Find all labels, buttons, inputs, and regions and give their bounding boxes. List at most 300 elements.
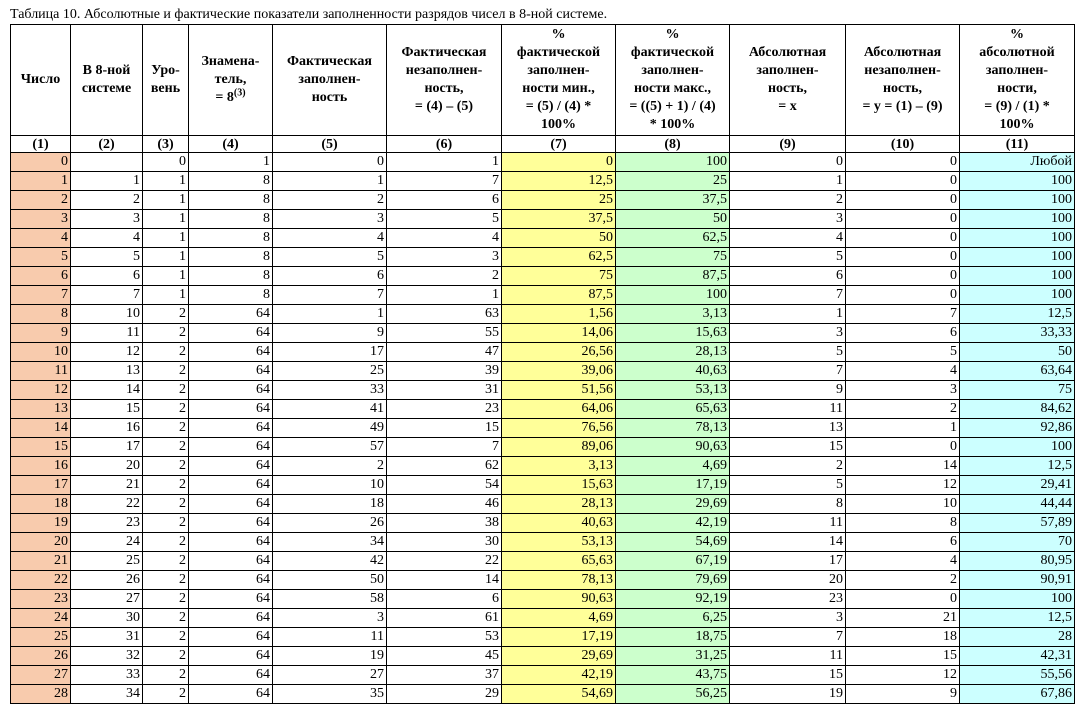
table-cell-col-1: 0 <box>11 153 71 172</box>
table-cell-col-10: 3 <box>846 381 960 400</box>
table-cell-col-4: 64 <box>189 571 273 590</box>
table-cell-col-2: 25 <box>71 552 143 571</box>
table-cell-col-1: 3 <box>11 210 71 229</box>
table-cell-col-3: 2 <box>143 533 189 552</box>
column-header-11: % абсолютной заполнен- ности, = (9) / (1) * 100% <box>960 25 1075 136</box>
table-cell-col-10: 14 <box>846 457 960 476</box>
table-cell-col-3: 2 <box>143 400 189 419</box>
table-cell-col-8: 78,13 <box>616 419 730 438</box>
table-cell-col-4: 8 <box>189 172 273 191</box>
column-index-1: (1) <box>11 136 71 153</box>
table-cell-col-6: 63 <box>387 305 502 324</box>
table-cell-col-4: 1 <box>189 153 273 172</box>
table-cell-col-6: 1 <box>387 286 502 305</box>
table-row <box>11 438 1075 457</box>
table-cell-col-1: 22 <box>11 571 71 590</box>
table-cell-col-3: 2 <box>143 609 189 628</box>
table-cell-col-1: 6 <box>11 267 71 286</box>
table-cell-col-10: 9 <box>846 685 960 704</box>
table-cell-col-6: 47 <box>387 343 502 362</box>
table-cell-col-7: 28,13 <box>502 495 616 514</box>
table-cell-col-8: 53,13 <box>616 381 730 400</box>
table-cell-col-4: 8 <box>189 286 273 305</box>
table-cell-col-2: 23 <box>71 514 143 533</box>
table-cell-col-5: 42 <box>273 552 387 571</box>
table-row <box>11 419 1075 438</box>
table-cell-col-10: 18 <box>846 628 960 647</box>
table-cell-col-10: 5 <box>846 343 960 362</box>
table-cell-col-9: 11 <box>730 647 846 666</box>
table-cell-col-8: 62,5 <box>616 229 730 248</box>
table-cell-col-3: 1 <box>143 191 189 210</box>
table-cell-col-6: 5 <box>387 210 502 229</box>
table-cell-col-1: 27 <box>11 666 71 685</box>
table-cell-col-2: 13 <box>71 362 143 381</box>
table-cell-col-8: 67,19 <box>616 552 730 571</box>
table-cell-col-1: 16 <box>11 457 71 476</box>
table-cell-col-1: 19 <box>11 514 71 533</box>
table-cell-col-10: 4 <box>846 362 960 381</box>
table-cell-col-5: 3 <box>273 210 387 229</box>
table-cell-col-10: 0 <box>846 286 960 305</box>
column-header-10: Абсолютная незаполнен- ность, = y = (1) – (9) <box>846 25 960 136</box>
column-index-9: (9) <box>730 136 846 153</box>
table-cell-col-5: 6 <box>273 267 387 286</box>
table-cell-col-9: 17 <box>730 552 846 571</box>
table-cell-col-1: 25 <box>11 628 71 647</box>
column-header-8: % фактической заполнен- ности макс., = ((5) + 1) / (4) * 100% <box>616 25 730 136</box>
table-cell-col-2: 6 <box>71 267 143 286</box>
table-cell-col-8: 25 <box>616 172 730 191</box>
table-row <box>11 476 1075 495</box>
table-cell-col-11: 70 <box>960 533 1075 552</box>
table-cell-col-3: 2 <box>143 362 189 381</box>
table-cell-col-8: 42,19 <box>616 514 730 533</box>
table-cell-col-9: 14 <box>730 533 846 552</box>
table-cell-col-7: 54,69 <box>502 685 616 704</box>
table-cell-col-5: 1 <box>273 172 387 191</box>
table-cell-col-1: 20 <box>11 533 71 552</box>
table-cell-col-11: 100 <box>960 210 1075 229</box>
table-cell-col-3: 2 <box>143 324 189 343</box>
table-row <box>11 457 1075 476</box>
table-cell-col-9: 11 <box>730 400 846 419</box>
table-cell-col-1: 23 <box>11 590 71 609</box>
table-cell-col-9: 1 <box>730 305 846 324</box>
table-cell-col-6: 6 <box>387 590 502 609</box>
table-cell-col-3: 2 <box>143 590 189 609</box>
table-cell-col-11: Любой <box>960 153 1075 172</box>
table-cell-col-7: 75 <box>502 267 616 286</box>
table-cell-col-1: 21 <box>11 552 71 571</box>
column-index-3: (3) <box>143 136 189 153</box>
table-cell-col-8: 75 <box>616 248 730 267</box>
table-cell-col-5: 3 <box>273 609 387 628</box>
table-cell-col-7: 65,63 <box>502 552 616 571</box>
table-cell-col-1: 1 <box>11 172 71 191</box>
table-cell-col-5: 4 <box>273 229 387 248</box>
table-cell-col-4: 8 <box>189 248 273 267</box>
table-cell-col-2: 21 <box>71 476 143 495</box>
table-cell-col-9: 15 <box>730 666 846 685</box>
table-cell-col-7: 12,5 <box>502 172 616 191</box>
column-index-2: (2) <box>71 136 143 153</box>
data-table <box>10 24 1075 704</box>
table-row <box>11 305 1075 324</box>
table-cell-col-5: 26 <box>273 514 387 533</box>
table-cell-col-8: 100 <box>616 286 730 305</box>
table-cell-col-8: 18,75 <box>616 628 730 647</box>
header-row <box>11 25 1075 136</box>
table-cell-col-8: 29,69 <box>616 495 730 514</box>
column-index-7: (7) <box>502 136 616 153</box>
table-cell-col-9: 2 <box>730 191 846 210</box>
table-row <box>11 191 1075 210</box>
table-cell-col-3: 2 <box>143 552 189 571</box>
table-cell-col-2: 14 <box>71 381 143 400</box>
table-cell-col-10: 2 <box>846 400 960 419</box>
table-cell-col-3: 2 <box>143 381 189 400</box>
table-cell-col-10: 0 <box>846 590 960 609</box>
table-cell-col-8: 28,13 <box>616 343 730 362</box>
table-cell-col-9: 0 <box>730 153 846 172</box>
table-row <box>11 514 1075 533</box>
table-cell-col-10: 8 <box>846 514 960 533</box>
table-cell-col-6: 61 <box>387 609 502 628</box>
table-row <box>11 381 1075 400</box>
column-index-8: (8) <box>616 136 730 153</box>
table-cell-col-10: 12 <box>846 476 960 495</box>
table-cell-col-10: 6 <box>846 533 960 552</box>
table-cell-col-5: 17 <box>273 343 387 362</box>
table-cell-col-1: 13 <box>11 400 71 419</box>
table-cell-col-3: 2 <box>143 438 189 457</box>
table-cell-col-9: 7 <box>730 286 846 305</box>
table-cell-col-1: 24 <box>11 609 71 628</box>
table-cell-col-3: 1 <box>143 286 189 305</box>
table-cell-col-6: 54 <box>387 476 502 495</box>
table-cell-col-1: 17 <box>11 476 71 495</box>
table-cell-col-3: 0 <box>143 153 189 172</box>
table-cell-col-7: 64,06 <box>502 400 616 419</box>
table-cell-col-11: 28 <box>960 628 1075 647</box>
table-cell-col-8: 65,63 <box>616 400 730 419</box>
table-cell-col-10: 4 <box>846 552 960 571</box>
table-cell-col-6: 23 <box>387 400 502 419</box>
table-cell-col-1: 12 <box>11 381 71 400</box>
table-cell-col-3: 2 <box>143 305 189 324</box>
table-cell-col-9: 11 <box>730 514 846 533</box>
table-cell-col-7: 53,13 <box>502 533 616 552</box>
table-cell-col-5: 49 <box>273 419 387 438</box>
column-header-6: Фактическая незаполнен- ность, = (4) – (5) <box>387 25 502 136</box>
table-cell-col-5: 11 <box>273 628 387 647</box>
table-cell-col-5: 9 <box>273 324 387 343</box>
table-cell-col-8: 15,63 <box>616 324 730 343</box>
table-cell-col-2: 17 <box>71 438 143 457</box>
table-cell-col-7: 51,56 <box>502 381 616 400</box>
table-cell-col-6: 1 <box>387 153 502 172</box>
table-cell-col-4: 64 <box>189 628 273 647</box>
table-cell-col-8: 90,63 <box>616 438 730 457</box>
table-cell-col-10: 7 <box>846 305 960 324</box>
table-cell-col-2: 10 <box>71 305 143 324</box>
table-cell-col-6: 55 <box>387 324 502 343</box>
table-cell-col-2: 27 <box>71 590 143 609</box>
table-cell-col-4: 64 <box>189 305 273 324</box>
table-cell-col-9: 7 <box>730 628 846 647</box>
table-cell-col-4: 64 <box>189 647 273 666</box>
table-cell-col-5: 57 <box>273 438 387 457</box>
table-cell-col-1: 2 <box>11 191 71 210</box>
table-cell-col-6: 7 <box>387 438 502 457</box>
table-row <box>11 571 1075 590</box>
table-cell-col-6: 14 <box>387 571 502 590</box>
table-cell-col-6: 45 <box>387 647 502 666</box>
table-cell-col-10: 0 <box>846 172 960 191</box>
table-cell-col-4: 64 <box>189 590 273 609</box>
table-row <box>11 400 1075 419</box>
table-cell-col-11: 90,91 <box>960 571 1075 590</box>
table-cell-col-3: 2 <box>143 647 189 666</box>
table-cell-col-4: 64 <box>189 419 273 438</box>
table-cell-col-3: 2 <box>143 571 189 590</box>
table-cell-col-4: 64 <box>189 438 273 457</box>
table-cell-col-2: 15 <box>71 400 143 419</box>
table-cell-col-6: 7 <box>387 172 502 191</box>
table-cell-col-8: 87,5 <box>616 267 730 286</box>
table-cell-col-10: 0 <box>846 267 960 286</box>
table-cell-col-9: 4 <box>730 229 846 248</box>
table-cell-col-5: 0 <box>273 153 387 172</box>
table-cell-col-11: 100 <box>960 172 1075 191</box>
table-cell-col-11: 55,56 <box>960 666 1075 685</box>
table-cell-col-5: 27 <box>273 666 387 685</box>
table-cell-col-11: 50 <box>960 343 1075 362</box>
table-cell-col-4: 8 <box>189 210 273 229</box>
table-cell-col-6: 39 <box>387 362 502 381</box>
table-cell-col-7: 17,19 <box>502 628 616 647</box>
table-cell-col-7: 62,5 <box>502 248 616 267</box>
table-cell-col-7: 0 <box>502 153 616 172</box>
table-cell-col-4: 64 <box>189 476 273 495</box>
table-row <box>11 666 1075 685</box>
table-cell-col-9: 3 <box>730 609 846 628</box>
table-cell-col-4: 64 <box>189 609 273 628</box>
table-row <box>11 229 1075 248</box>
table-cell-col-1: 8 <box>11 305 71 324</box>
column-index-row <box>11 136 1075 153</box>
column-header-4: Знамена- тель, = $8^{(3)}$ <box>189 25 273 136</box>
table-cell-col-5: 18 <box>273 495 387 514</box>
table-cell-col-2: 31 <box>71 628 143 647</box>
column-index-10: (10) <box>846 136 960 153</box>
table-cell-col-6: 30 <box>387 533 502 552</box>
table-cell-col-6: 46 <box>387 495 502 514</box>
table-row <box>11 628 1075 647</box>
table-cell-col-5: 41 <box>273 400 387 419</box>
table-cell-col-7: 39,06 <box>502 362 616 381</box>
table-cell-col-9: 7 <box>730 362 846 381</box>
table-cell-col-7: 89,06 <box>502 438 616 457</box>
table-cell-col-8: 100 <box>616 153 730 172</box>
table-cell-col-7: 42,19 <box>502 666 616 685</box>
table-cell-col-1: 7 <box>11 286 71 305</box>
table-cell-col-2: 20 <box>71 457 143 476</box>
table-cell-col-2: 22 <box>71 495 143 514</box>
table-cell-col-7: 90,63 <box>502 590 616 609</box>
table-cell-col-6: 31 <box>387 381 502 400</box>
table-cell-col-8: 37,5 <box>616 191 730 210</box>
table-cell-col-7: 40,63 <box>502 514 616 533</box>
table-cell-col-3: 2 <box>143 666 189 685</box>
table-cell-col-2: 7 <box>71 286 143 305</box>
table-cell-col-4: 8 <box>189 267 273 286</box>
table-cell-col-9: 1 <box>730 172 846 191</box>
table-cell-col-9: 15 <box>730 438 846 457</box>
table-cell-col-3: 2 <box>143 457 189 476</box>
table-cell-col-8: 43,75 <box>616 666 730 685</box>
table-cell-col-2: 33 <box>71 666 143 685</box>
table-row <box>11 552 1075 571</box>
table-cell-col-11: 100 <box>960 191 1075 210</box>
table-cell-col-9: 5 <box>730 476 846 495</box>
table-cell-col-3: 1 <box>143 267 189 286</box>
table-cell-col-6: 62 <box>387 457 502 476</box>
table-cell-col-4: 8 <box>189 191 273 210</box>
table-cell-col-5: 19 <box>273 647 387 666</box>
table-row <box>11 153 1075 172</box>
table-cell-col-4: 64 <box>189 400 273 419</box>
table-cell-col-1: 9 <box>11 324 71 343</box>
table-cell-col-8: 50 <box>616 210 730 229</box>
table-cell-col-4: 64 <box>189 381 273 400</box>
table-cell-col-3: 2 <box>143 476 189 495</box>
table-cell-col-8: 54,69 <box>616 533 730 552</box>
table-row <box>11 267 1075 286</box>
table-caption: Таблица 10. Абсолютные и фактические показатели заполненности разрядов чисел в 8-ной системе. <box>10 7 608 22</box>
table-cell-col-5: 2 <box>273 191 387 210</box>
table-cell-col-1: 15 <box>11 438 71 457</box>
table-cell-col-11: 80,95 <box>960 552 1075 571</box>
table-cell-col-2: 4 <box>71 229 143 248</box>
table-cell-col-6: 38 <box>387 514 502 533</box>
table-cell-col-8: 6,25 <box>616 609 730 628</box>
table-cell-col-8: 3,13 <box>616 305 730 324</box>
table-cell-col-5: 10 <box>273 476 387 495</box>
table-cell-col-11: 75 <box>960 381 1075 400</box>
table-cell-col-6: 6 <box>387 191 502 210</box>
table-cell-col-11: 63,64 <box>960 362 1075 381</box>
table-cell-col-4: 64 <box>189 666 273 685</box>
table-cell-col-4: 64 <box>189 457 273 476</box>
table-cell-col-5: 35 <box>273 685 387 704</box>
table-cell-col-1: 4 <box>11 229 71 248</box>
table-cell-col-8: 31,25 <box>616 647 730 666</box>
table-cell-col-7: 78,13 <box>502 571 616 590</box>
table-cell-col-3: 1 <box>143 248 189 267</box>
table-cell-col-11: 33,33 <box>960 324 1075 343</box>
table-cell-col-7: 26,56 <box>502 343 616 362</box>
table-cell-col-2: 3 <box>71 210 143 229</box>
table-cell-col-5: 33 <box>273 381 387 400</box>
table-cell-col-11: 29,41 <box>960 476 1075 495</box>
table-row <box>11 685 1075 704</box>
table-cell-col-4: 64 <box>189 685 273 704</box>
table-cell-col-1: 14 <box>11 419 71 438</box>
table-cell-col-10: 0 <box>846 229 960 248</box>
table-cell-col-10: 12 <box>846 666 960 685</box>
table-cell-col-4: 64 <box>189 362 273 381</box>
column-index-6: (6) <box>387 136 502 153</box>
table-cell-col-10: 6 <box>846 324 960 343</box>
table-cell-col-9: 13 <box>730 419 846 438</box>
table-cell-col-1: 18 <box>11 495 71 514</box>
table-cell-col-5: 5 <box>273 248 387 267</box>
table-cell-col-3: 1 <box>143 172 189 191</box>
table-cell-col-5: 34 <box>273 533 387 552</box>
table-cell-col-9: 8 <box>730 495 846 514</box>
table-cell-col-11: 84,62 <box>960 400 1075 419</box>
table-cell-col-6: 53 <box>387 628 502 647</box>
table-cell-col-9: 19 <box>730 685 846 704</box>
table-cell-col-7: 15,63 <box>502 476 616 495</box>
table-cell-col-5: 25 <box>273 362 387 381</box>
table-cell-col-9: 5 <box>730 343 846 362</box>
table-cell-col-4: 64 <box>189 514 273 533</box>
column-index-11: (11) <box>960 136 1075 153</box>
table-cell-col-10: 0 <box>846 210 960 229</box>
table-row <box>11 647 1075 666</box>
column-header-9: Абсолютная заполнен- ность, = x <box>730 25 846 136</box>
table-cell-col-3: 2 <box>143 495 189 514</box>
table-cell-col-11: 44,44 <box>960 495 1075 514</box>
table-cell-col-4: 64 <box>189 343 273 362</box>
table-cell-col-7: 1,56 <box>502 305 616 324</box>
table-cell-col-11: 42,31 <box>960 647 1075 666</box>
table-cell-col-7: 87,5 <box>502 286 616 305</box>
table-cell-col-7: 50 <box>502 229 616 248</box>
table-cell-col-4: 64 <box>189 495 273 514</box>
table-cell-col-11: 12,5 <box>960 609 1075 628</box>
table-cell-col-5: 50 <box>273 571 387 590</box>
table-cell-col-4: 64 <box>189 533 273 552</box>
table-cell-col-9: 20 <box>730 571 846 590</box>
table-cell-col-6: 29 <box>387 685 502 704</box>
table-cell-col-10: 2 <box>846 571 960 590</box>
table-row <box>11 343 1075 362</box>
table-cell-col-10: 1 <box>846 419 960 438</box>
table-cell-col-3: 2 <box>143 685 189 704</box>
column-header-1: Число <box>11 25 71 136</box>
table-cell-col-11: 100 <box>960 438 1075 457</box>
table-cell-col-11: 100 <box>960 267 1075 286</box>
table-cell-col-11: 100 <box>960 590 1075 609</box>
table-cell-col-6: 37 <box>387 666 502 685</box>
table-cell-col-8: 56,25 <box>616 685 730 704</box>
column-index-4: (4) <box>189 136 273 153</box>
table-cell-col-2: 16 <box>71 419 143 438</box>
table-cell-col-9: 5 <box>730 248 846 267</box>
table-cell-col-11: 92,86 <box>960 419 1075 438</box>
table-cell-col-7: 76,56 <box>502 419 616 438</box>
table-row <box>11 324 1075 343</box>
table-cell-col-6: 2 <box>387 267 502 286</box>
table-cell-col-8: 4,69 <box>616 457 730 476</box>
table-cell-col-3: 2 <box>143 628 189 647</box>
table-cell-col-1: 28 <box>11 685 71 704</box>
table-cell-col-2: 34 <box>71 685 143 704</box>
